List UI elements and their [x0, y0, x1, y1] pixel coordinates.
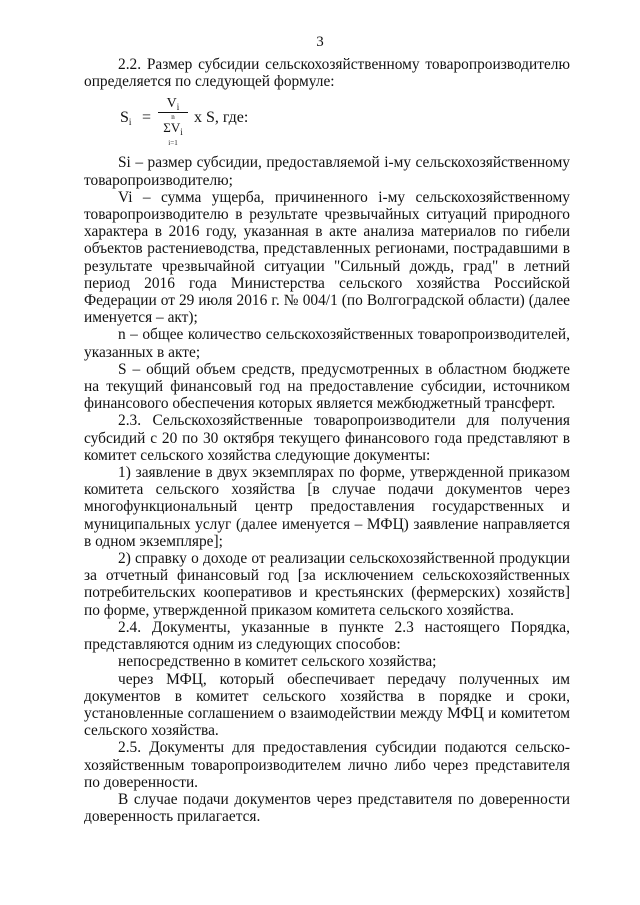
paragraph-2-5: 2.5. Документы для предоставления субсидии подаются сельско-хозяйственным товаропроизводителем лично либо через представителя по доверенности.: [84, 739, 570, 791]
formula-fraction: [158, 96, 188, 147]
formula-denominator: [158, 113, 188, 147]
list-item-1: 1) заявление в двух экземплярах по форме, утвержденной приказом комитета сельского хозяйства [в случае подачи документов через многофункциональный центр предоставления государственных и муниципальных услуг (далее именуется – МФЦ) заявление направляется в одном экземпляре];: [84, 464, 570, 550]
paragraph-proxy: В случае подачи документов через представителя по доверенности доверенность прилагается.: [84, 790, 570, 826]
definition-n: n – общее количество сельскохозяйственных товаропроизводителей, указанных в акте;: [84, 326, 570, 361]
formula-numerator: $V_i$: [166, 96, 180, 113]
definition-si: Si – размер субсидии, предоставляемой i-му сельскохозяйственному товаропроизводителю;: [84, 154, 570, 189]
formula-equals: =: [142, 109, 152, 127]
paragraph-2-2: 2.2. Размер субсидии сельскохозяйственному товаропроизводителю определяется по следующей формуле:: [84, 56, 570, 91]
page-number: 3: [316, 34, 324, 50]
list-item-2: 2) справку о доходе от реализации сельскохозяйственной продукции за отчетный финансовый год [за исключением сельскохозяйственных потребительских кооперативов и крестьянских (фермерских) хозяйств] по форме, утвержденной приказом комитета сельского хозяйства.: [84, 550, 570, 619]
sum-expression: $\Sigma V_i$: [163, 120, 183, 138]
definition-vi: Vi – сумма ущерба, причиненного i-му сельскохозяйственному товаропроизводителю в результате чрезвычайных ситуаций природного характера в 2016 году, указанная в акте анализа материалов по гибели объектов растениеводства, представленных регионами, пострадавшими в результате чрезвычайной ситуации "Сильный дождь, град" в летний период 2016 года Министерства сельского хозяйства Российской Федерации от 29 июля 2016 г. № 004/1 (по Волгоградской области) (далее именуется – акт);: [84, 188, 570, 327]
sum-upper-limit: n: [171, 113, 175, 122]
formula-lhs: $S_i$: [120, 109, 132, 128]
sum-lower-limit: i=1: [168, 139, 178, 148]
definition-s: S – общий объем средств, предусмотренных в областном бюджете на текущий финансовый год на предоставление субсидии, источником финансового обеспечения которых является межбюджетный трансферт.: [84, 360, 570, 413]
method-mfc: через МФЦ, который обеспечивает передачу полученных им документов в комитет сельского хозяйства в порядке и сроки, установленные соглашением о взаимодействии между МФЦ и комитетом сельского хозяйства.: [84, 670, 570, 740]
method-direct: непосредственно в комитет сельского хозяйства;: [118, 653, 437, 671]
paragraph-2-3: 2.3. Сельскохозяйственные товаропроизводители для получения субсидий с 20 по 30 октября текущего финансового года представляют в комитет сельского хозяйства следующие документы:: [84, 412, 570, 464]
document-body: [84, 56, 570, 825]
subsidy-formula: [84, 94, 570, 148]
paragraph-2-4: 2.4. Документы, указанные в пункте 2.3 настоящего Порядка, представляются одним из следующих способов:: [84, 618, 570, 654]
formula-tail: x S, где:: [194, 109, 249, 127]
